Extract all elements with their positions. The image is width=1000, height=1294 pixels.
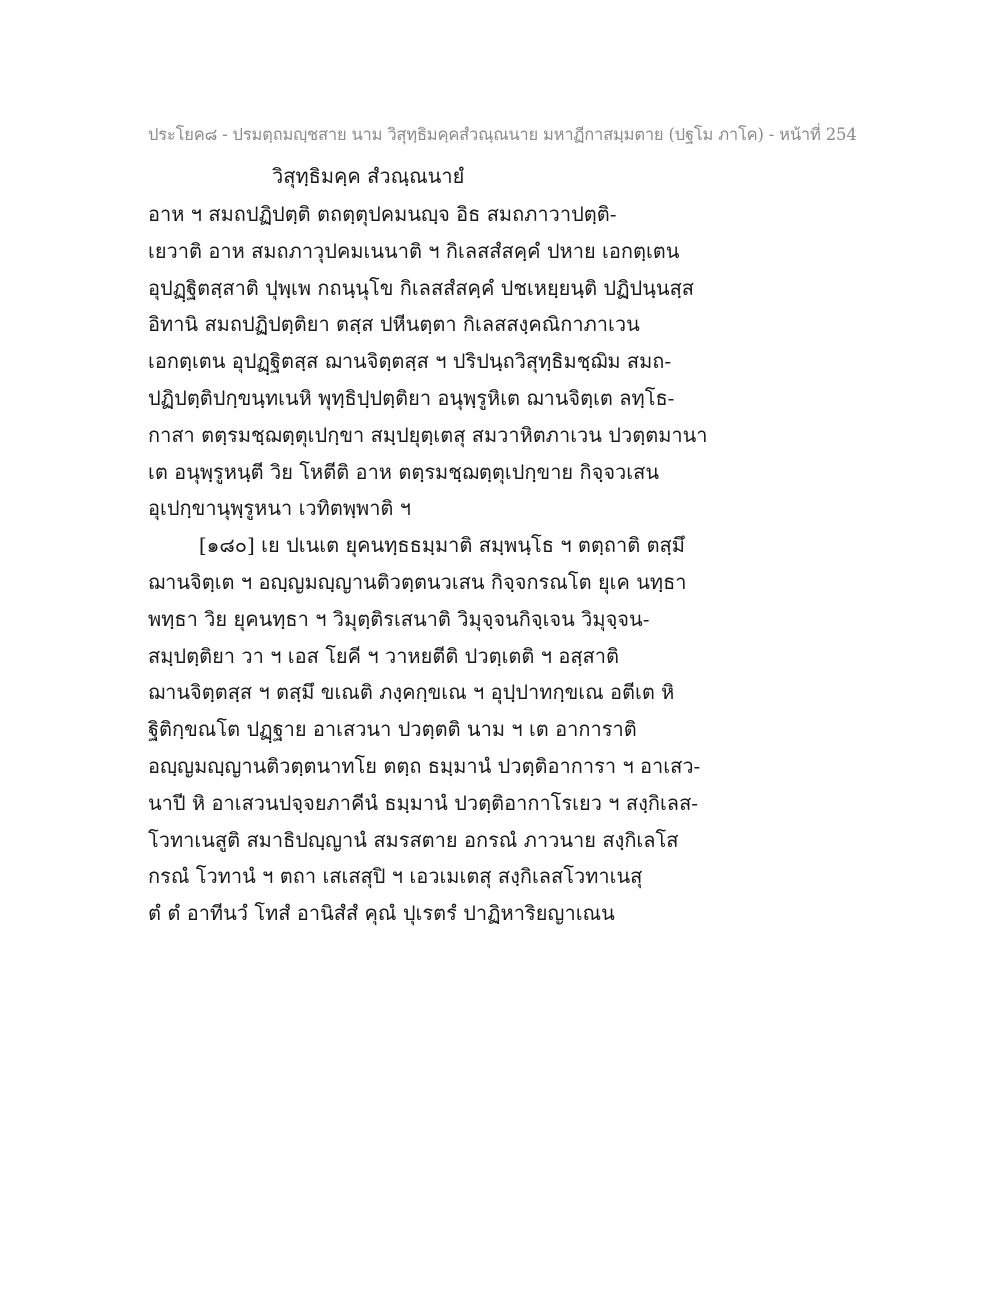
- text-line: อุเปกฺขานุพฺรูหนา เวทิตพฺพาติ ฯ: [148, 496, 412, 521]
- text-line: เยวาติ อาห สมถภาวุปคมเนนาติ ฯ กิเลสสํสคฺคํ ปหาย เอกตฺเตน: [148, 238, 680, 263]
- text-line: อิทานิ สมถปฏิปตฺติยา ตสฺส ปหีนตฺตา กิเลสสงฺคณิกาภาเวน: [148, 312, 640, 337]
- text-line: กรณํ โวทานํ ฯ ตถา เสเสสุปิ ฯ เอวเมเตสุ สงฺกิเลสโวทาเนสุ: [148, 864, 643, 889]
- text-line: นาปี หิ อาเสวนปจฺจยภาคีนํ ธมฺมานํ ปวตฺติอากาโรเยว ฯ สงฺกิเลส-: [148, 790, 699, 815]
- text-line: อญฺญมญฺญานติวตฺตนาทโย ตตฺถ ธมฺมานํ ปวตฺติอาการา ฯ อาเสว-: [148, 753, 701, 778]
- text-line: ฌานจิตฺเต ฯ อญฺญมญฺญานติวตฺตนวเสน กิจฺจกรณโต ยุเค นทฺธา: [148, 569, 687, 594]
- section-title: วิสุทฺธิมคฺค สํวณฺณนายํ: [272, 164, 465, 188]
- text-line: พทฺธา วิย ยุคนทฺธา ฯ วิมุตฺติรเสนาติ วิมุจฺจนกิจฺเจน วิมุจฺจน-: [148, 606, 650, 631]
- text-line: สมฺปตฺติยา วา ฯ เอส โยคี ฯ วาหยตีติ ปวตฺเตติ ฯ อสฺสาติ: [148, 643, 619, 668]
- text-line: ตํ ตํ อาทีนวํ โทสํ อานิสํสํ คุณํ ปุเรตรํ ปาฏิหาริยญาเณน: [148, 901, 615, 926]
- body-text: [148, 196, 708, 932]
- text-line: เอกตฺเตน อุปฏฺฐิตสฺส ฌานจิตฺตสฺส ฯ ปริปนฺถวิสุทฺธิมชฺฌิม สมถ-: [148, 349, 672, 374]
- text-line: ฌานจิตฺตสฺส ฯ ตสฺมึ ขเณติ ภงฺคกฺขเณ ฯ อุปฺปาทกฺขเณ อตีเต หิ: [148, 680, 675, 705]
- text-line: อาห ฯ สมถปฏิปตฺติ ตถตฺตุปคมนญฺจ อิธ สมถภาวาปตฺติ-: [148, 202, 617, 226]
- text-line: ปฏิปตฺติปกฺขนฺทเนหิ พุทฺธิปฺปตฺติยา อนุพฺรูหิเต ฌานจิตฺเต ลทฺโธ-: [148, 385, 675, 410]
- text-line: ฐิติกฺขณโต ปฏฺฐาย อาเสวนา ปวตฺตติ นาม ฯ เต อาการาติ: [148, 717, 637, 742]
- text-line: กาสา ตตฺรมชฺฌตฺตุเปกฺขา สมฺปยุตฺเตสุ สมวาหิตภาเวน ปวตฺตมานา: [148, 422, 708, 447]
- running-header: ประโยค๘ - ปรมตฺถมญฺชสาย นาม วิสุทฺธิมคฺคสํวณฺณนาย มหาฏีกาสมฺมตาย (ปฐโม ภาโค) - หน้าที่ 254: [148, 125, 857, 144]
- paragraph-start-line: [๑๘๐] เย ปเนเต ยุคนทฺธธมฺมาติ สมฺพนฺโธ ฯ ตตฺถาติ ตสฺมึ: [148, 533, 685, 558]
- text-line: เต อนุพฺรูหนฺตี วิย โหตีติ อาห ตตฺรมชฺฌตฺตุเปกฺขาย กิจฺจวเสน: [148, 459, 659, 484]
- text-line: โวทาเนสูติ สมาธิปญฺญานํ สมรสตาย อกรณํ ภาวนาย สงฺกิเลโส: [148, 827, 679, 852]
- text-line: อุปฏฺฐิตสฺสาติ ปุพฺเพ กถนฺนุโข กิเลสสํสคฺคํ ปชเหยฺยนฺติ ปฏิปนฺนสฺส: [148, 275, 694, 300]
